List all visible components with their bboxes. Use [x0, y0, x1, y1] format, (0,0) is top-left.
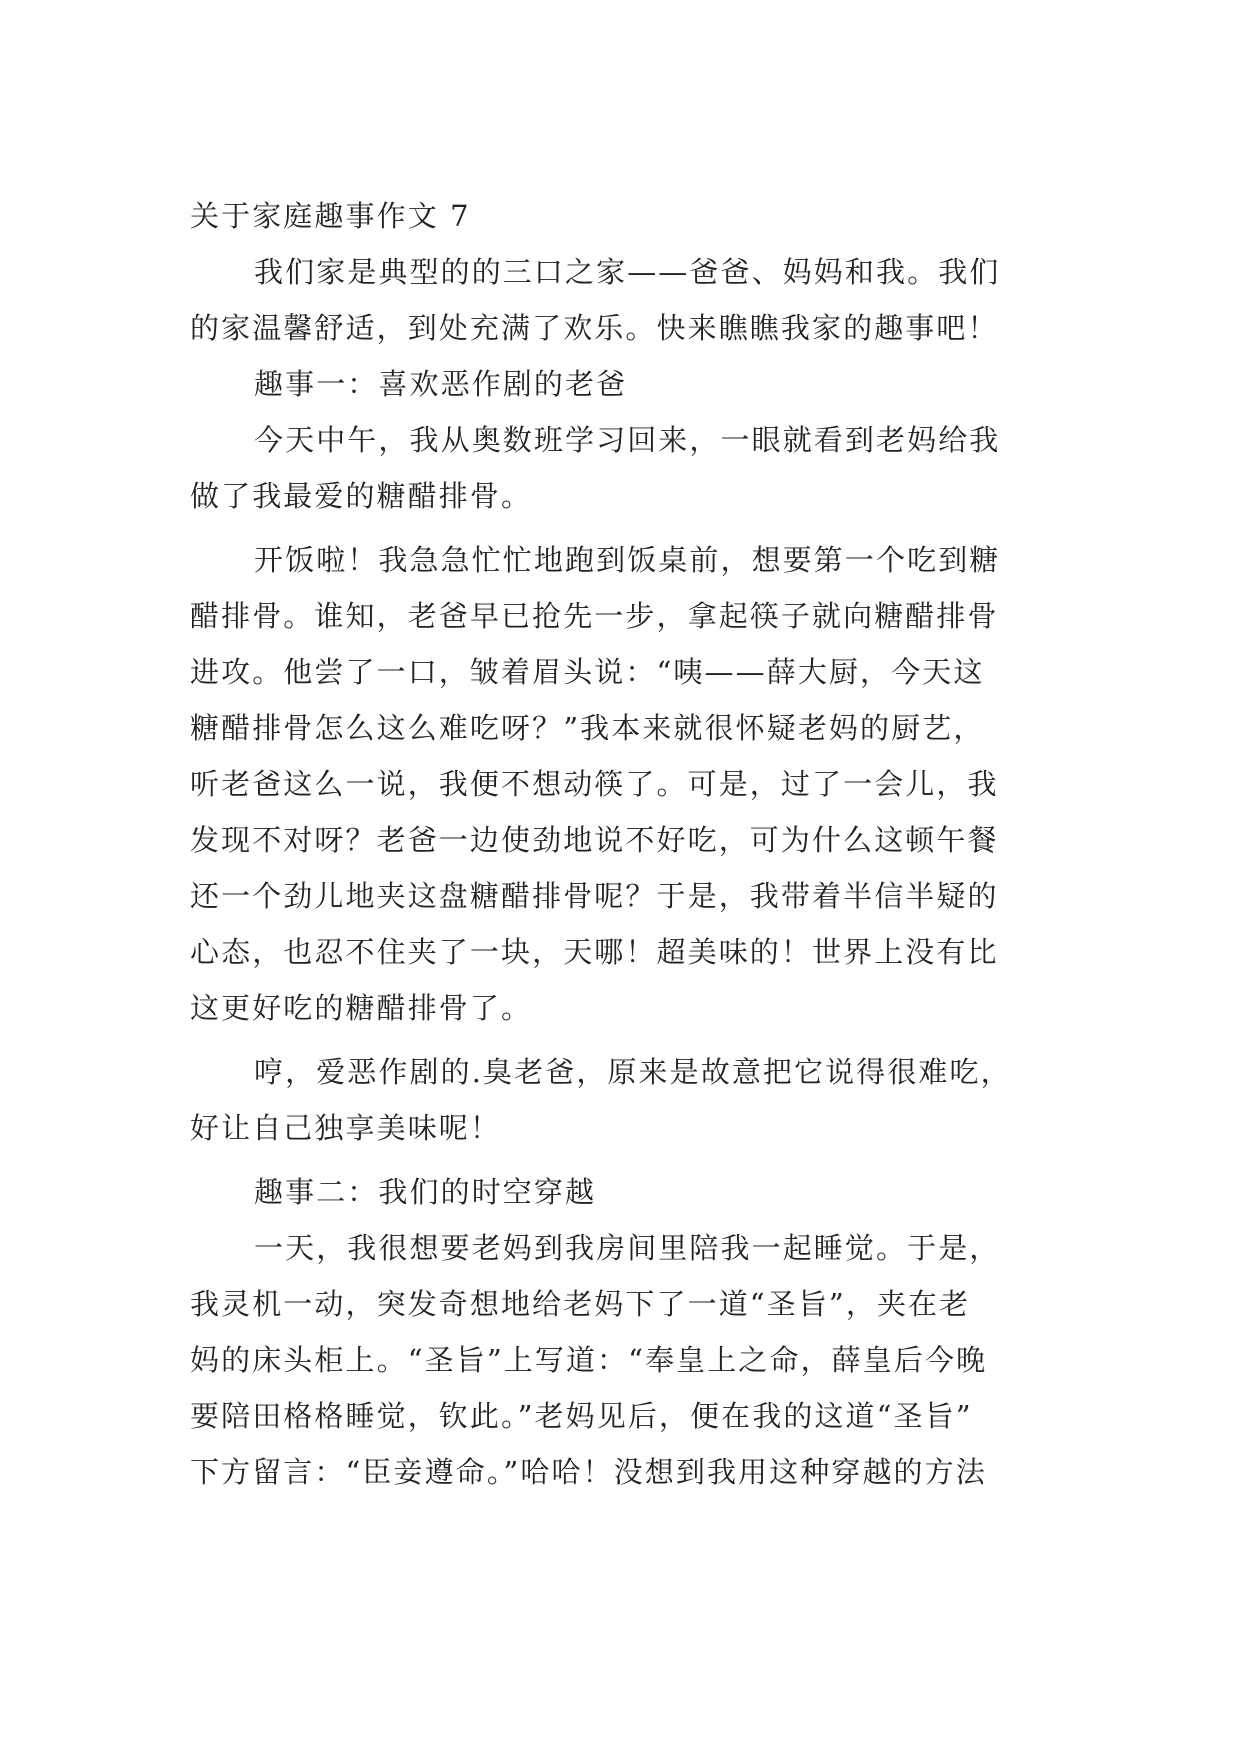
paragraph-line: 进攻。他尝了一口，皱着眉头说：“咦——薛大厨，今天这: [190, 655, 985, 689]
paragraph-line: 醋排骨。谁知，老爸早已抢先一步，拿起筷子就向糖醋排骨: [190, 599, 999, 633]
paragraph-line: 一天，我很想要老妈到我房间里陪我一起睡觉。于是，: [254, 1231, 1001, 1265]
paragraph-line: 的家温馨舒适，到处充满了欢乐。快来瞧瞧我家的趣事吧！: [190, 311, 999, 345]
paragraph-line: 妈的床头柜上。“圣旨”上写道：“奉皇上之命，薛皇后今晚: [190, 1343, 988, 1377]
paragraph-line: 心态，也忍不住夹了一块，天哪！超美味的！世界上没有比: [190, 935, 999, 969]
paragraph-line: 哼，爱恶作剧的.臭老爸，原来是故意把它说得很难吃，: [254, 1055, 1012, 1089]
essay-title: 关于家庭趣事作文 7: [190, 199, 471, 233]
paragraph-line: 下方留言：“臣妾遵命。”哈哈！没想到我用这种穿越的方法: [190, 1455, 987, 1489]
paragraph-line: 要陪田格格睡觉，钦此。”老妈见后，便在我的这道“圣旨”: [190, 1399, 973, 1433]
paragraph-line: 发现不对呀？老爸一边使劲地说不好吃，可为什么这顿午餐: [190, 823, 999, 857]
paragraph-line: 我灵机一动，突发奇想地给老妈下了一道“圣旨”，夹在老: [190, 1287, 971, 1321]
paragraph-line: 听老爸这么一说，我便不想动筷了。可是，过了一会儿，我: [190, 767, 999, 801]
paragraph-line: 开饭啦！我急急忙忙地跑到饭桌前，想要第一个吃到糖: [254, 543, 1001, 577]
paragraph-line: 还一个劲儿地夹这盘糖醋排骨呢？于是，我带着半信半疑的: [190, 879, 999, 913]
section-heading: 趣事二：我们的时空穿越: [254, 1175, 597, 1209]
paragraph-line: 糖醋排骨怎么这么难吃呀？”我本来就很怀疑老妈的厨艺，: [190, 711, 985, 745]
paragraph-line: 这更好吃的糖醋排骨了。: [190, 991, 533, 1025]
paragraph-line: 做了我最爱的糖醋排骨。: [190, 479, 533, 513]
paragraph-line: 我们家是典型的的三口之家——爸爸、妈妈和我。我们: [254, 255, 1001, 289]
paragraph-line: 好让自己独享美味呢！: [190, 1111, 502, 1145]
paragraph-line: 今天中午，我从奥数班学习回来，一眼就看到老妈给我: [254, 423, 1001, 457]
section-heading: 趣事一：喜欢恶作剧的老爸: [254, 367, 628, 401]
